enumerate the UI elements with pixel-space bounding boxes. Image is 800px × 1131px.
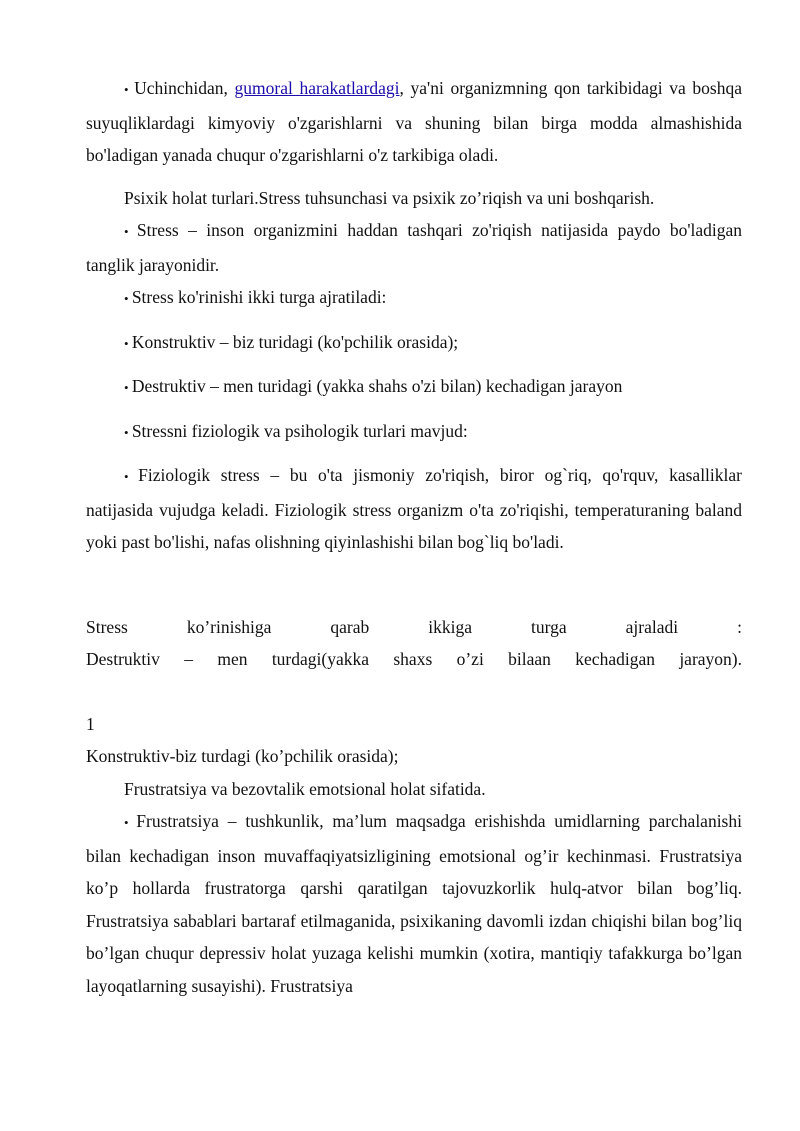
paragraph-start: Uchinchidan, [134, 78, 228, 98]
gumoral-link[interactable]: gumoral harakatlardagi [234, 78, 400, 98]
paragraph-frustratsiya: • Frustratsiya – tushkunlik, ma’lum maqsadga erishishda umidlarning parchalanishi bilan kechadigan inson muvaffaqiyatsizligining emotsional og’ir kechinmasi. Frustratsiya ko’p hollarda frustratorga qarshi qaratilgan tajovuzkorlik hulq-atvor bilan bog’liq. Frustratsiya sabablari bartaraf etilmaganida, psixikaning davomli izdan chiqishi bilan bog’liq bo’lgan chuqur depressiv holat yuzaga kelishi mumkin (xotira, mantiqiy tafakkurga bo’lgan layoqatlarning susayishi). Frustratsiya [86, 805, 742, 1002]
paragraph-fiziologik-stress: • Fiziologik stress – bu o'ta jismoniy zo'riqish, biror og`riq, qo'rquv, kasalliklar natijasida vujudga keladi. Fiziologik stress organizm o'ta zo'riqishi, temperaturaning baland yoki past bo'lishi, nafas olishning qiyinlashishi bilan bog`liq bo'ladi. [86, 459, 742, 559]
paragraph-stress-types: • Stress ko'rinishi ikki turga ajratiladi: [86, 281, 742, 316]
paragraph-uchinchidan [86, 72, 742, 172]
page-number: 1 [86, 713, 95, 734]
line-konstruktiv: Konstruktiv-biz turdagi (ko’pchilik orasida); [86, 746, 399, 766]
paragraph-stress-definition: • Stress – inson organizmini haddan tashqari zo'riqish natijasida paydo bo'ladigan tanglik jarayonidir. [86, 214, 742, 281]
section-heading-stress: Psixik holat turlari.Stress tuhsunchasi va psixik zo’riqish va uni boshqarish. [124, 187, 655, 208]
section-heading-frustratsiya: Frustratsiya va bezovtalik emotsional holat sifatida. [124, 778, 486, 799]
document-page [86, 72, 742, 1002]
paragraph-stress-physio-psycho: • Stressni fiziologik va psihologik turlari mavjud: [86, 415, 742, 450]
line-stress-korinishi: Stress ko’rinishiga qarab ikkiga turga ajraladi : [86, 616, 742, 637]
line-destruktiv: Destruktiv – men turdagi(yakka shaxs o’zi bilaan kechadigan jarayon). [86, 649, 742, 669]
list-item-konstruktiv: • Konstruktiv – biz turidagi (ko'pchilik orasida); [86, 326, 742, 361]
paragraph-rest: , ya'ni organizmning qon tarkibidagi va boshqa suyuqliklardagi kimyoviy o'zgarishlarni va shuning bilan birga modda almashishida bo'ladigan yanada chuqur o'zgarishlarni o'z tarkibiga oladi. [86, 78, 742, 165]
list-item-destruktiv: • Destruktiv – men turidagi (yakka shahs o'zi bilan) kechadigan jarayon [86, 370, 742, 405]
